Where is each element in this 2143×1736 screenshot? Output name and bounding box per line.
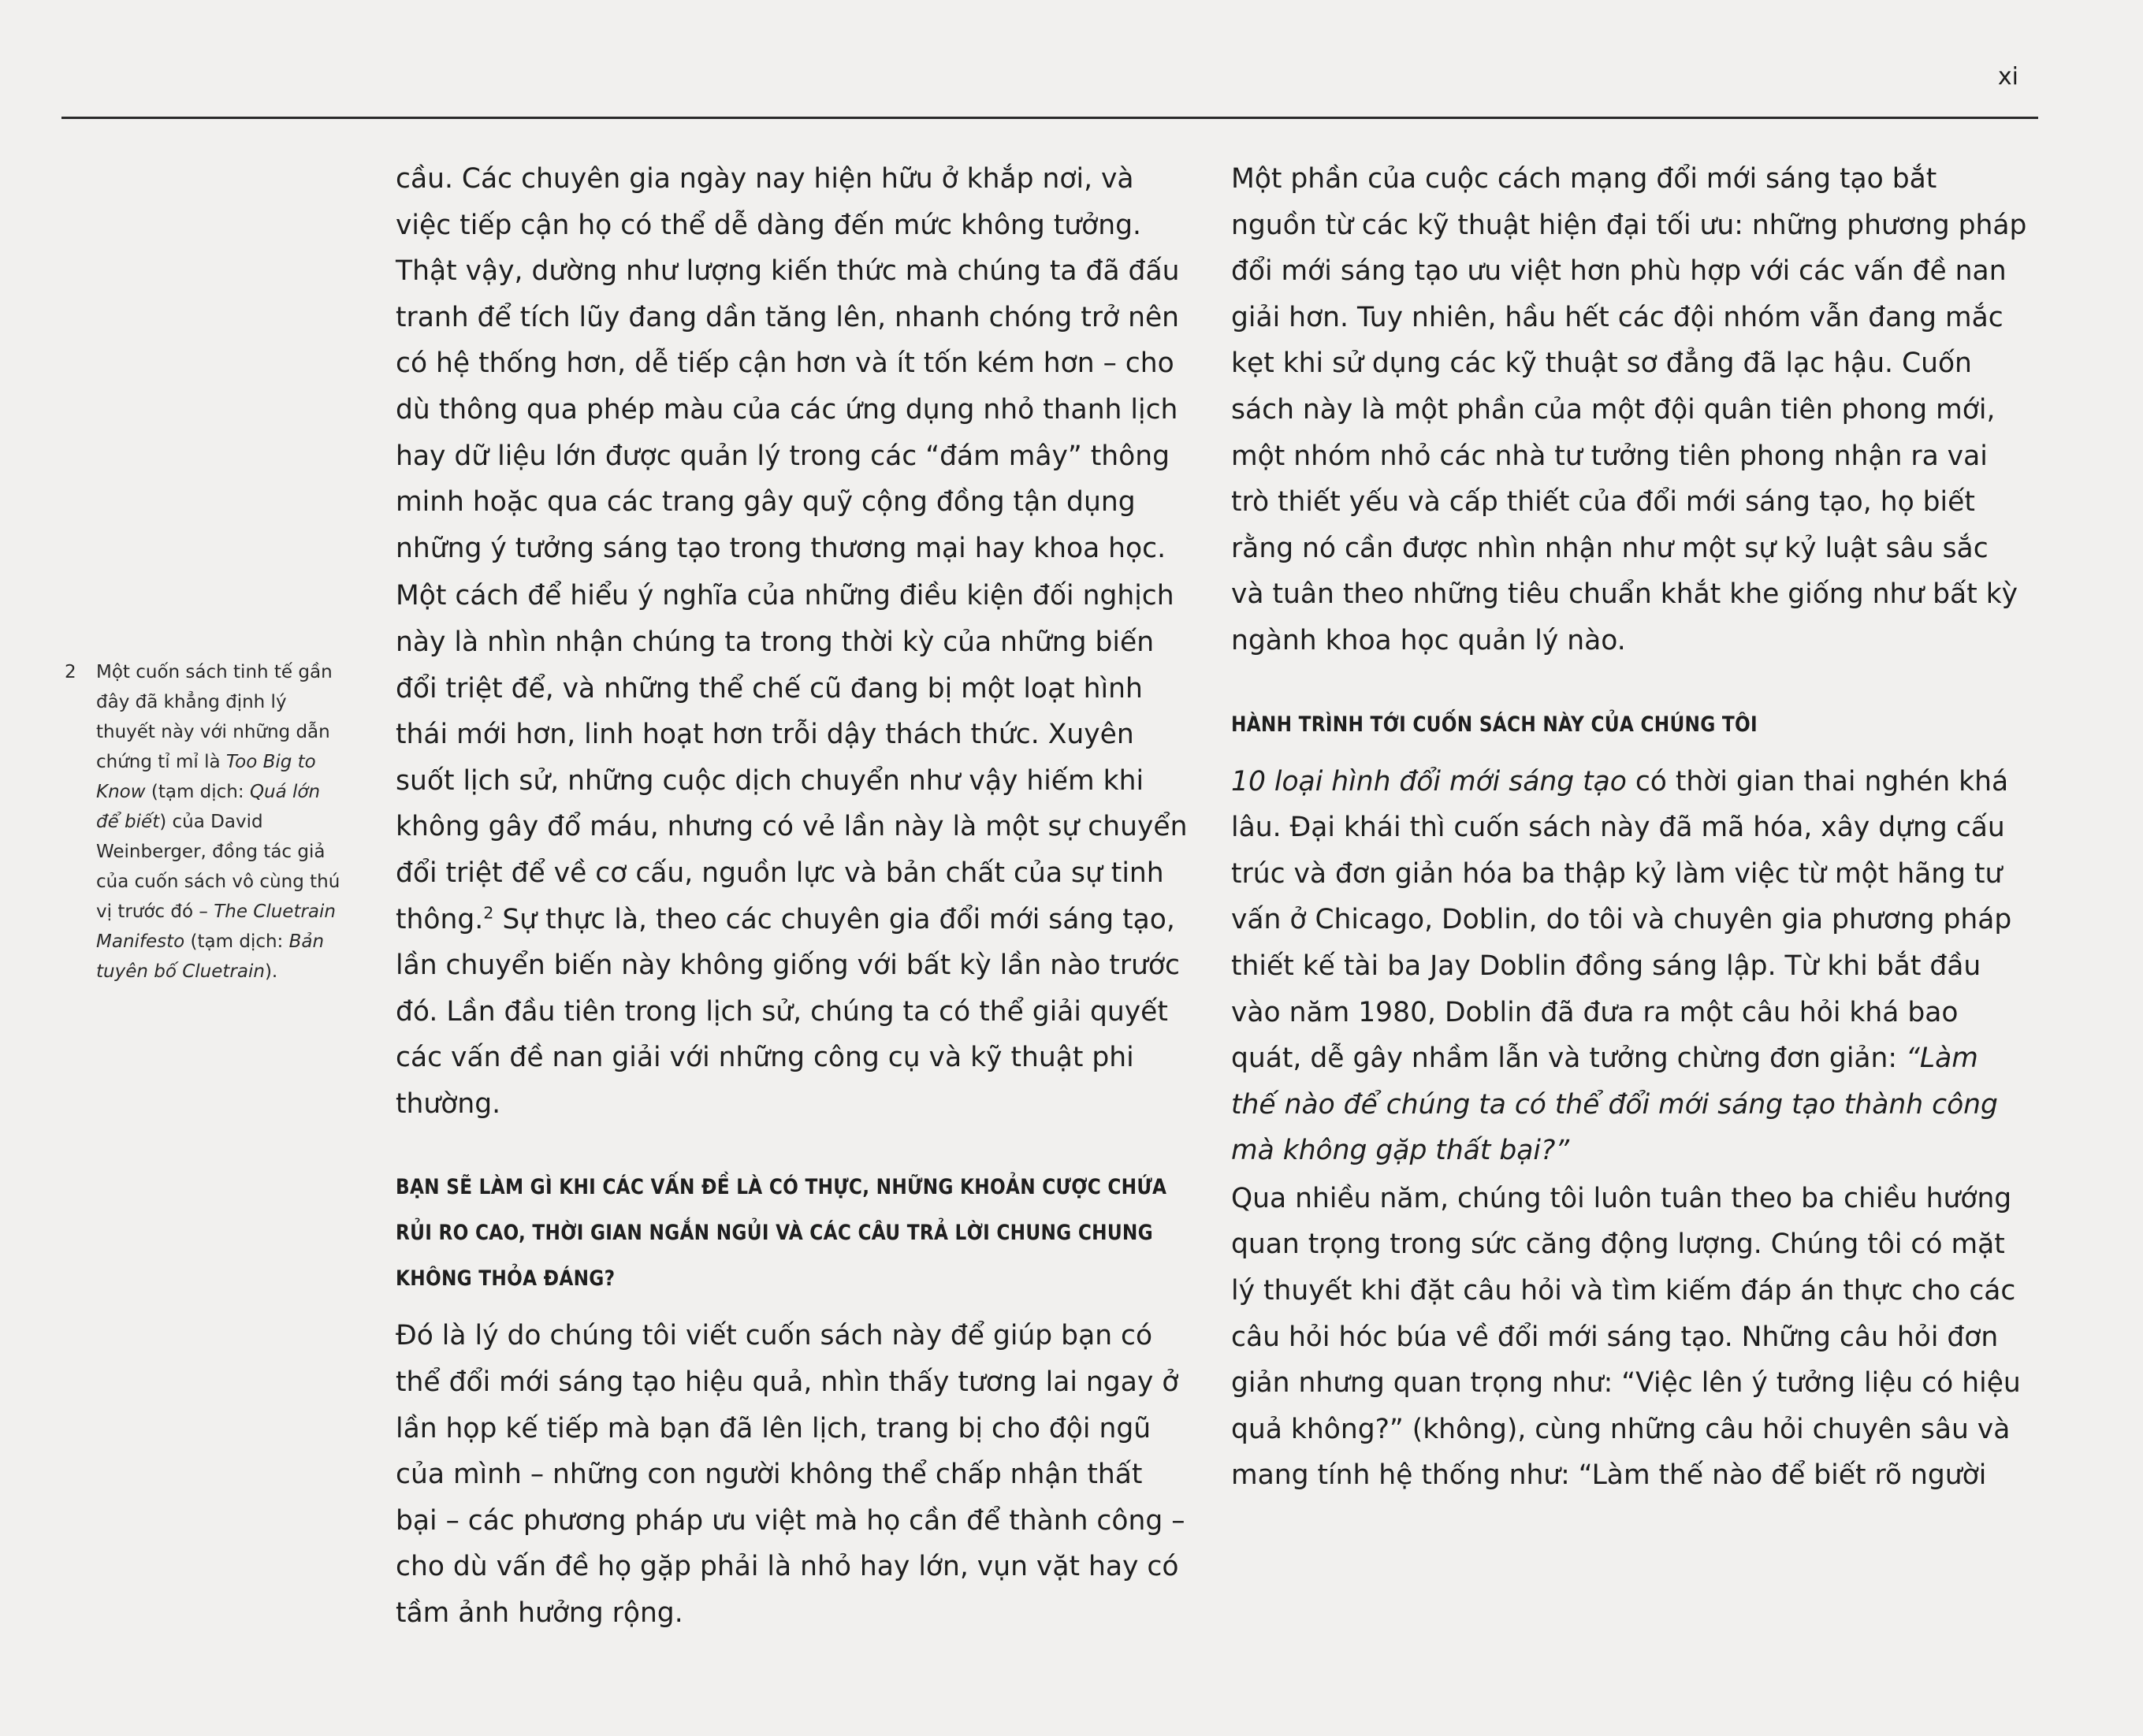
- section-heading: BẠN SẼ LÀM GÌ KHI CÁC VẤN ĐỀ LÀ CÓ THỰC, NHỮNG KHOẢN CƯỢC CHỨA RỦI RO CAO, THỜI GIAN NGẮN NGỦI VÀ CÁC CÂU TRẢ LỜI CHUNG CHUNG KHÔNG THỎA ĐÁNG?: [396, 1175, 1167, 1292]
- sidenote-book-title: Too Big to Know: [96, 752, 316, 802]
- body-paragraph: Một phần của cuộc cách mạng đổi mới sáng tạo bắt nguồn từ các kỹ thuật hiện đại tối ưu: những phương pháp đổi mới sáng tạo ưu việt hơn phù hợp với các vấn đề nan giải hơn. Tuy nhiên, hầu hết các đội nhóm vẫn đang mắc kẹt khi sử dụng các kỹ thuật sơ đẳng đã lạc hậu. Cuốn sách này là một phần của một đội quân tiên phong mới, một nhóm nhỏ các nhà tư tưởng tiên phong nhận ra vai trò thiết yếu và cấp thiết của đổi mới sáng tạo, họ biết rằng nó cần được nhìn nhận như một sự kỷ luật sâu sắc và tuân theo những tiêu chuẩn khắt khe giống như bất kỳ ngành khoa học quản lý nào.: [1231, 163, 2027, 656]
- sidenote-text: [96, 657, 348, 987]
- body-paragraph: Đó là lý do chúng tôi viết cuốn sách này để giúp bạn có thể đổi mới sáng tạo hiệu quả, nhìn thấy tương lai ngay ở lần họp kế tiếp mà bạn đã lên lịch, trang bị cho đội ngũ của mình – những con người không thể chấp nhận thất bại – các phương pháp ưu việt mà họ cần để thành công – cho dù vấn đề họ gặp phải là nhỏ hay lớn, vụn vặt hay có tầm ảnh hưởng rộng.: [396, 1320, 1185, 1630]
- sidenote-text-part: (tạm dịch:: [184, 931, 289, 952]
- left-column: [396, 156, 1192, 1637]
- sidenote-text-part: Một cuốn sách tinh tế gần đây đã khẳng định lý thuyết này với những dẫn chứng tỉ mỉ là: [96, 662, 333, 772]
- sidenote-number: 2: [65, 662, 76, 682]
- right-column: [1231, 156, 2027, 1499]
- sidenote-book-title-vi: Quá lớn để biết: [96, 782, 321, 832]
- section-heading: HÀNH TRÌNH TỚI CUỐN SÁCH NÀY CỦA CHÚNG TÔI: [1231, 712, 1758, 737]
- sidenote-text-part: ).: [264, 961, 278, 982]
- body-text: Sự thực là, theo các chuyên gia đổi mới sáng tạo, lần chuyển biến này không giống với bất kỳ lần nào trước đó. Lần đầu tiên trong lịch sử, chúng ta có thể giải quyết các vấn đề nan giải với những công cụ và kỹ thuật phi thường.: [396, 903, 1180, 1120]
- sidenote-book-title: The Cluetrain Manifesto: [96, 901, 336, 952]
- body-paragraph: [396, 573, 1192, 1127]
- sidenote: [65, 657, 348, 987]
- sidenote-text-part: ) của David Weinberger, đồng tác giả của cuốn sách vô cùng thú vị trước đó –: [96, 812, 340, 922]
- sidenote-book-title-vi: Bản tuyên bố Cluetrain: [96, 931, 325, 982]
- sidenote-text-part: (tạm dịch:: [145, 782, 250, 802]
- body-paragraph: Qua nhiều năm, chúng tôi luôn tuân theo ba chiều hướng quan trọng trong sức căng động lượng. Chúng tôi có mặt lý thuyết khi đặt câu hỏi và tìm kiếm đáp án thực cho các câu hỏi hóc búa về đổi mới sáng tạo. Những câu hỏi đơn giản nhưng quan trọng như: “Việc lên ý tưởng liệu có hiệu quả không?” (không), cùng những câu hỏi chuyên sâu và mang tính hệ thống như: “Làm thế nào để biết rõ người: [1231, 1182, 2021, 1492]
- book-title: 10 loại hình đổi mới sáng tạo: [1231, 765, 1627, 797]
- page-number: xi: [1997, 63, 2018, 91]
- body-text: Một cách để hiểu ý nghĩa của những điều kiện đối nghịch này là nhìn nhận chúng ta trong thời kỳ của những biến đổi triệt để, và những thể chế cũ đang bị một loạt hình thái mới hơn, linh hoạt hơn trỗi dậy thách thức. Xuyên suốt lịch sử, những cuộc dịch chuyển như vậy hiếm khi không gây đổ máu, nhưng có vẻ lần này là một sự chuyển đổi triệt để về cơ cấu, nguồn lực và bản chất của sự tinh thông.: [396, 580, 1188, 935]
- header-rule: [61, 117, 2038, 119]
- body-paragraph: cầu. Các chuyên gia ngày nay hiện hữu ở khắp nơi, và việc tiếp cận họ có thể dễ dàng đến mức không tưởng. Thật vậy, dường như lượng kiến thức mà chúng ta đã đấu tranh để tích lũy đang dần tăng lên, nhanh chóng trở nên có hệ thống hơn, dễ tiếp cận hơn và ít tốn kém hơn – cho dù thông qua phép màu của các ứng dụng nhỏ thanh lịch hay dữ liệu lớn được quản lý trong các “đám mây” thông minh hoặc qua các trang gây quỹ cộng đồng tận dụng những ý tưởng sáng tạo trong thương mại hay khoa học.: [396, 163, 1180, 564]
- footnote-ref: 2: [483, 903, 494, 922]
- body-paragraph: [1231, 759, 2027, 1174]
- quoted-question: “Làm thế nào để chúng ta có thể đổi mới sáng tạo thành công mà không gặp thất bại?”: [1231, 1043, 1998, 1167]
- body-text: có thời gian thai nghén khá lâu. Đại khái thì cuốn sách này đã mã hóa, xây dựng cấu trúc và đơn giản hóa ba thập kỷ làm việc từ một hãng tư vấn ở Chicago, Doblin, do tôi và chuyên gia phương pháp thiết kế tài ba Jay Doblin đồng sáng lập. Từ khi bắt đầu vào năm 1980, Doblin đã đưa ra một câu hỏi khá bao quát, dễ gây nhầm lẫn và tưởng chừng đơn giản:: [1231, 765, 2012, 1075]
